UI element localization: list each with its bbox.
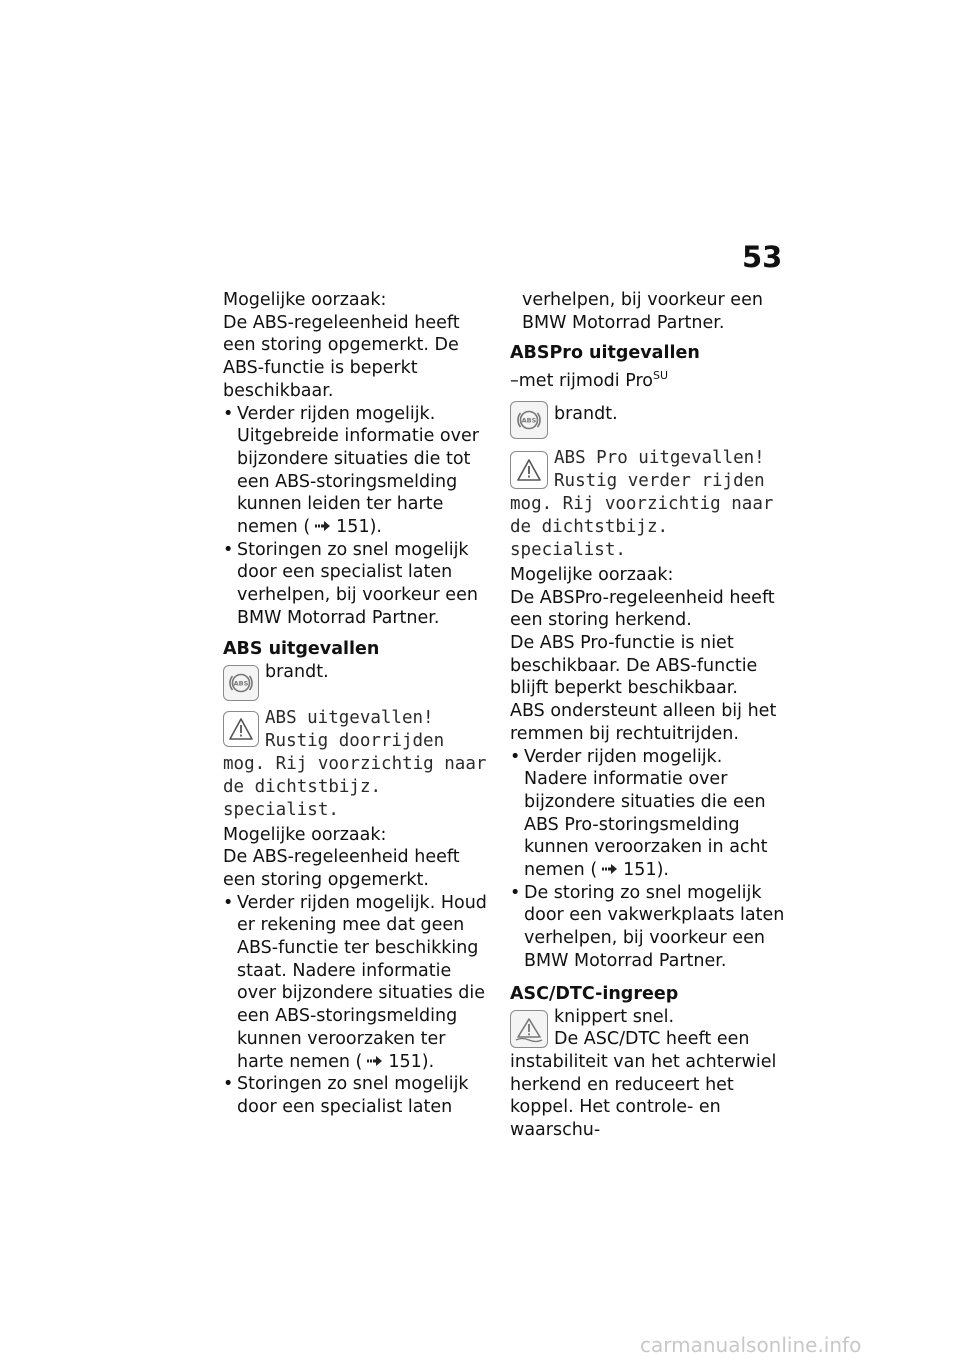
section-heading: ASC/DTC-ingreep <box>510 983 679 1004</box>
warning-triangle-icon <box>510 451 548 489</box>
svg-text:ABS: ABS <box>233 679 249 688</box>
page-reference: ( 151). <box>355 1051 435 1072</box>
section-heading: ABS uitgevallen <box>223 638 380 659</box>
cause-label: Mogelijke oorzaak: <box>510 564 674 585</box>
indicator-row <box>510 397 785 441</box>
cause-text: De ASC/DTC heeft een instabiliteit van het achterwiel herkend en reduceert het koppel. Het controle- en waarschu- <box>510 1029 777 1141</box>
page-reference: ( 151). <box>303 517 382 538</box>
warning-triangle-icon <box>223 711 259 747</box>
abs-warning-light-icon <box>223 665 259 701</box>
cause-text: ABS ondersteunt alleen bij het remmen bij rechtuitrijden. <box>510 701 777 744</box>
continued-text: verhelpen, bij voorkeur een BMW Motorrad Partner. <box>522 290 763 333</box>
display-message <box>510 447 785 562</box>
display-message-text: ABS uitgevallen! Rustig doorrijden mog. Rij voorzichtig naar de dichtstbijz. specialist. <box>223 707 487 820</box>
display-message <box>223 707 493 822</box>
applicability-note: –met rijmodi Pro$^{SU}$ <box>510 369 669 392</box>
indicator-state: brandt. <box>265 661 329 682</box>
bullet-item: • Storingen zo snel mogelijk door een specialist laten <box>223 1073 493 1118</box>
bullet-item: • Verder rijden mogelijk. Nadere informatie over bijzondere situaties die een ABS Pro-storingsmelding kunnen veroorzaken in acht nemen ( 151). <box>510 746 785 882</box>
cause-label: Mogelijke oorzaak: <box>223 824 387 845</box>
indicator-state: brandt. <box>554 403 618 424</box>
cause-text: De ABS Pro-functie is niet beschikbaar. De ABS-functie blijft beperkt beschikbaar. <box>510 633 758 699</box>
indicator-row <box>510 1006 785 1142</box>
page-reference-arrow-icon <box>362 1051 388 1074</box>
page-reference-arrow-icon <box>310 516 336 539</box>
bullet-item: • De storing zo snel mogelijk door een vakwerkplaats laten verhelpen, bij voorkeur een BMW Motorrad Partner. <box>510 882 785 973</box>
bullet-item: • Verder rijden mogelijk. Houd er rekening mee dat geen ABS-functie ter beschikking staat. Nadere informatie over bijzondere situaties die een ABS-storingsmelding kunnen veroorzaken ter harte nemen ( 151). <box>223 892 493 1074</box>
cause-text: De ABSPro-regeleenheid heeft een storing herkend. <box>510 587 775 631</box>
section-heading: ABSPro uitgevallen <box>510 343 700 364</box>
cause-label: Mogelijke oorzaak: <box>223 290 387 310</box>
bullet-item: • Storingen zo snel mogelijk door een specialist laten verhelpen, bij voorkeur een BMW Motorrad Partner. <box>223 539 493 630</box>
page-reference-arrow-icon <box>597 859 623 882</box>
bullet-item: • Verder rijden mogelijk. Uitgebreide informatie over bijzondere situaties die tot een ABS-storingsmelding kunnen leiden ter harte nemen ( 151). <box>223 403 493 539</box>
indicator-row <box>223 661 493 703</box>
page-number: 53 <box>742 240 783 274</box>
left-column <box>223 289 493 1119</box>
watermark: carmanualsonline.info <box>640 1333 862 1357</box>
indicator-state: knippert snel. <box>554 1006 675 1027</box>
page-reference: ( 151). <box>590 860 669 881</box>
cause-text: De ABS-regeleenheid heeft een storing opgemerkt. <box>223 847 460 890</box>
abs-warning-light-icon <box>510 401 548 439</box>
cause-text: De ABS-regeleenheid heeft een storing opgemerkt. De ABS-functie is beperkt beschikbaar. <box>223 312 460 401</box>
display-message-text: ABS Pro uitgevallen! Rustig verder rijden mog. Rij voorzichtig naar de dichtstbijz. specialist. <box>510 447 774 560</box>
asc-dtc-light-icon <box>510 1010 548 1048</box>
svg-text:ABS: ABS <box>521 416 537 425</box>
right-column <box>510 289 785 1142</box>
